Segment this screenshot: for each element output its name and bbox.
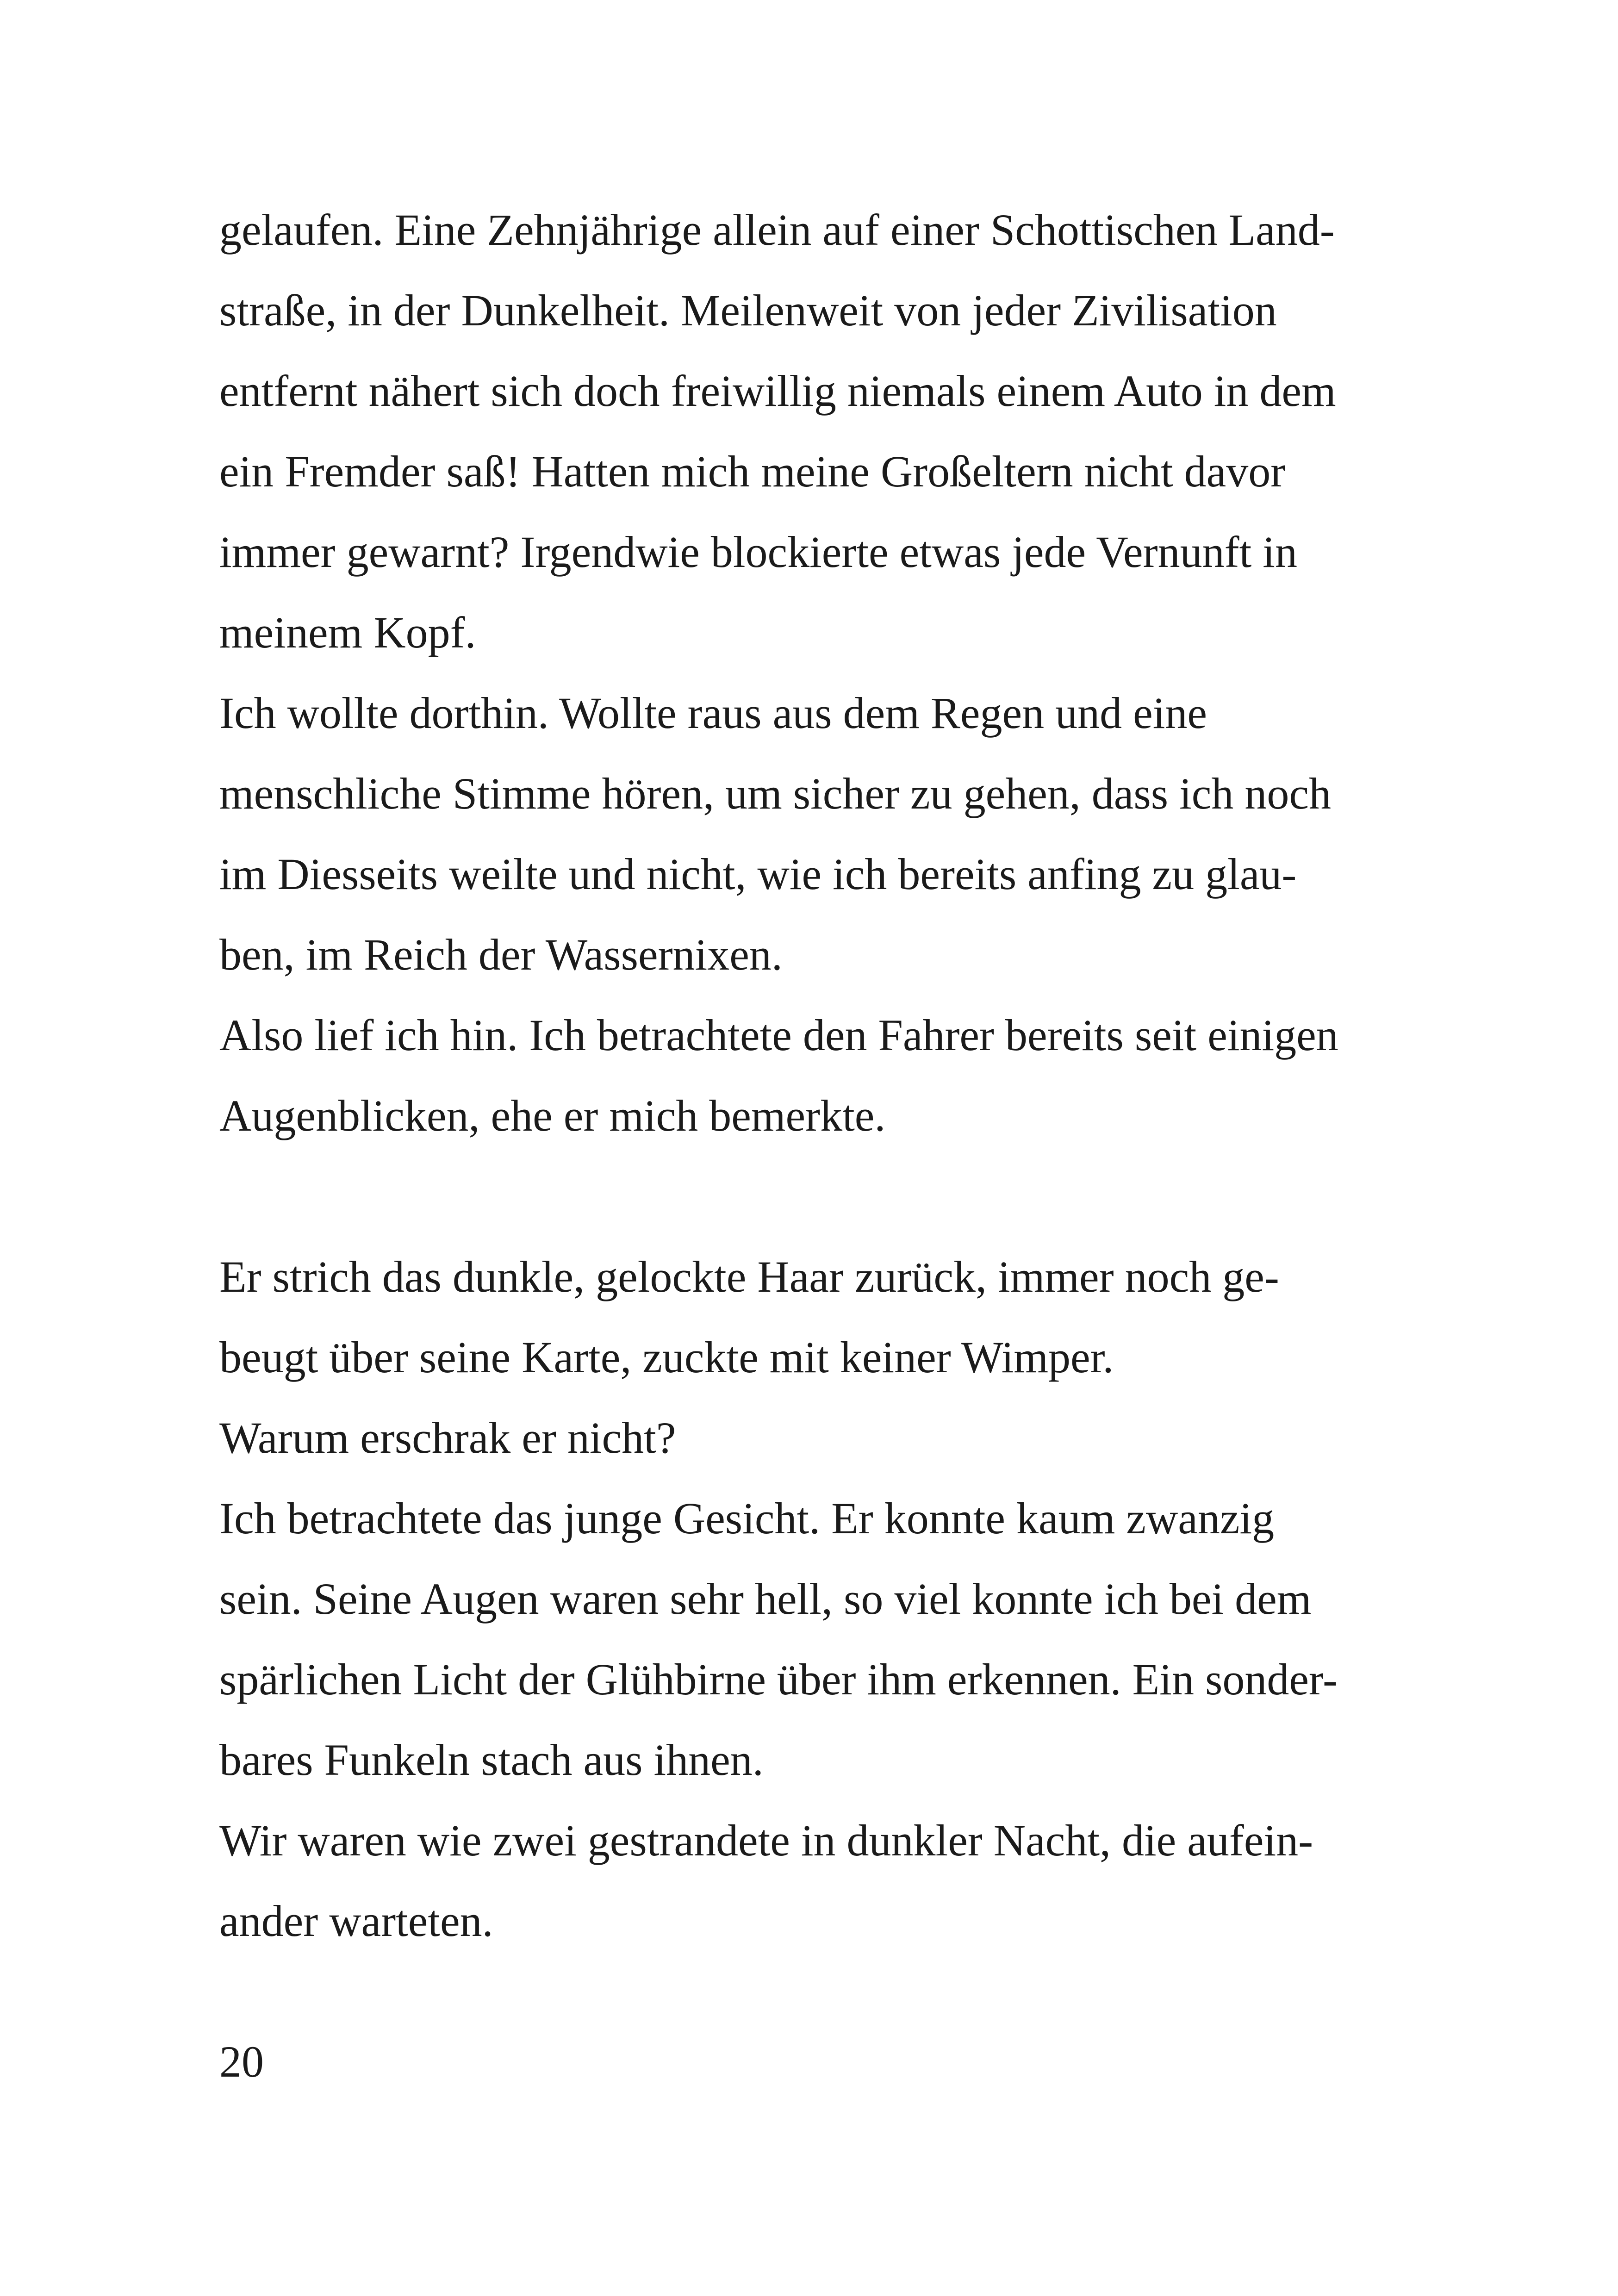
text-line: ander warteten. [219,1896,493,1946]
text-line: beugt über seine Karte, zuckte mit keiner Wimper. [219,1332,1114,1382]
text-line: immer gewarnt? Irgendwie blockierte etwas jede Vernunft in [219,527,1297,577]
text-line: Ich betrachtete das junge Gesicht. Er konnte kaum zwanzig [219,1493,1275,1543]
text-line: im Diesseits weilte und nicht, wie ich bereits anfing zu glau- [219,849,1297,899]
page-number: 20 [219,2037,264,2086]
text-line: Ich wollte dorthin. Wollte raus aus dem Regen und eine [219,688,1207,738]
text-line: entfernt nähert sich doch freiwillig niemals einem Auto in dem [219,366,1336,416]
text-line: menschliche Stimme hören, um sicher zu gehen, dass ich noch [219,769,1332,818]
section-break [219,1156,1423,1237]
text-line: ein Fremder saß! Hatten mich meine Großeltern nicht davor [219,447,1286,496]
text-line: gelaufen. Eine Zehnjährige allein auf einer Schottischen Land- [219,205,1335,255]
text-line: Also lief ich hin. Ich betrachtete den Fahrer bereits seit einigen [219,1010,1338,1060]
text-line: straße, in der Dunkelheit. Meilenweit von jeder Zivilisation [219,286,1277,335]
text-line: bares Funkeln stach aus ihnen. [219,1735,764,1785]
text-line: Warum erschrak er nicht? [219,1413,676,1462]
text-line: Wir waren wie zwei gestrandete in dunkler Nacht, die aufein- [219,1816,1313,1865]
body-text [219,190,1423,1961]
text-line: Er strich das dunkle, gelockte Haar zurück, immer noch ge- [219,1252,1279,1301]
text-line: spärlichen Licht der Glühbirne über ihm erkennen. Ein sonder- [219,1655,1338,1704]
text-line: Augenblicken, ehe er mich bemerkte. [219,1091,886,1140]
text-line: sein. Seine Augen waren sehr hell, so viel konnte ich bei dem [219,1574,1312,1624]
text-line: ben, im Reich der Wassernixen. [219,930,783,979]
text-line: meinem Kopf. [219,608,476,657]
